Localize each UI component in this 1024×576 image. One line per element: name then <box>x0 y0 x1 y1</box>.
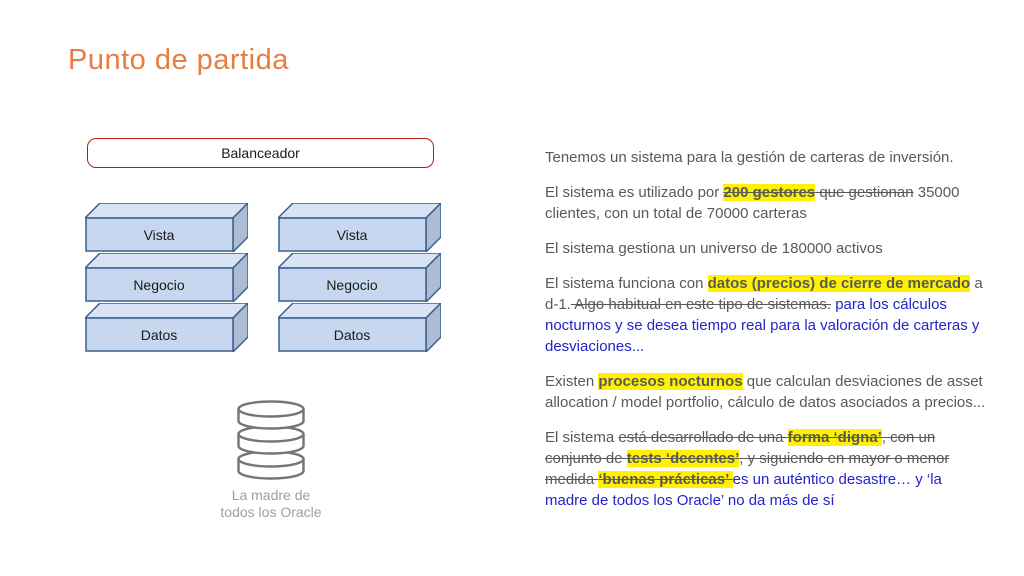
note-run: El sistema es utilizado por <box>545 184 724 201</box>
layer-box-stack2-negocio <box>278 253 441 302</box>
note-run: 35000 clientes, con un total de 70000 carteras <box>545 184 960 222</box>
note-run: Tenemos un sistema para la gestión de carteras de inversión. <box>545 149 954 166</box>
note-run: forma ‘digna’ <box>787 429 882 446</box>
database-caption <box>191 487 351 521</box>
note-run: El sistema gestiona un universo de 180000 activos <box>545 240 883 257</box>
note-run: El sistema <box>545 429 619 446</box>
note-run: 200 gestores <box>723 184 816 201</box>
note-paragraph <box>545 273 987 357</box>
slide-title: Punto de partida <box>68 44 289 76</box>
note-run: a d-1. <box>545 275 983 313</box>
note-run: datos (precios) de cierre de mercado <box>707 275 971 292</box>
layer-label: Negocio <box>326 277 378 293</box>
note-paragraph <box>545 238 987 259</box>
note-run: , con un conjunto de <box>545 429 936 467</box>
note-paragraph <box>545 147 987 168</box>
note-run: tests ‘decentes’ <box>626 450 740 467</box>
layer-box-stack2-datos <box>278 303 441 352</box>
database-icon <box>236 400 306 480</box>
note-run: está desarrollado de una <box>618 429 788 446</box>
note-run: Algo habitual en este tipo de sistemas. <box>570 296 832 313</box>
layer-label: Datos <box>333 327 371 343</box>
note-run: , y siguiendo en mayor o menor medida <box>545 450 950 488</box>
layer-box-stack2-vista <box>278 203 441 252</box>
layer-box-stack1-datos <box>85 303 248 352</box>
layer-box-stack1-negocio <box>85 253 248 302</box>
balancer-box <box>87 138 434 168</box>
note-run: procesos nocturnos <box>598 373 743 390</box>
note-run: para los cálculos nocturnos y se desea tiempo real para la valoración de carteras y desviaciones... <box>545 296 980 355</box>
note-run: ‘buenas prácticas’ <box>598 471 733 488</box>
note-run: que calculan desviaciones de asset allocation / model portfolio, cálculo de datos asociados a precios... <box>545 373 986 411</box>
note-run: Existen <box>545 373 599 390</box>
notes <box>545 147 987 525</box>
note-run: El sistema funciona con <box>545 275 708 292</box>
balancer-label: Balanceador <box>221 145 300 161</box>
note-run: es un auténtico desastre… y ‘la madre de todos los Oracle’ no da más de sí <box>545 471 942 509</box>
layer-label: Negocio <box>133 277 185 293</box>
layer-label: Datos <box>140 327 178 343</box>
database-caption-line2: todos los Oracle <box>220 504 322 520</box>
note-paragraph <box>545 427 987 511</box>
note-paragraph <box>545 371 987 413</box>
layer-label: Vista <box>336 227 368 243</box>
note-run: que gestionan <box>815 184 914 201</box>
database-caption-line1: La madre de <box>231 487 311 503</box>
layer-label: Vista <box>143 227 175 243</box>
layer-box-stack1-vista <box>85 203 248 252</box>
note-paragraph <box>545 182 987 224</box>
